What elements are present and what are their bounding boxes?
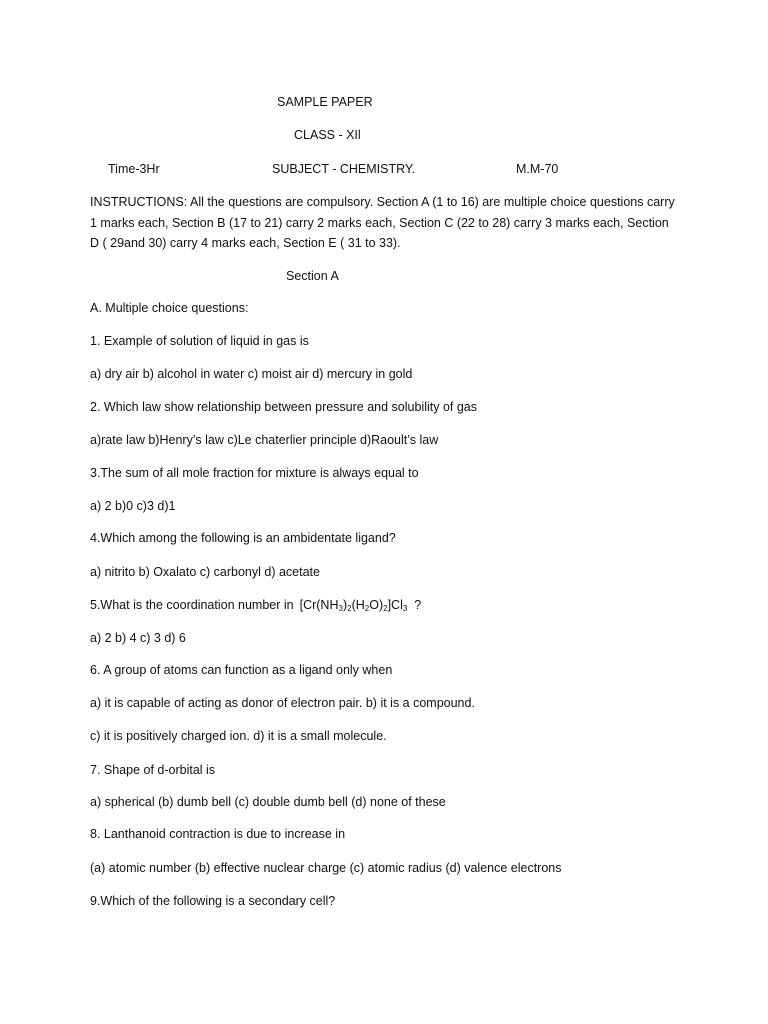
class-label: CLASS - XIl (294, 128, 361, 142)
question-9: 9.Which of the following is a secondary cell? (90, 894, 336, 908)
coordination-formula: $[Cr(NH_3)_2(H_2O)_2]Cl_3$ ? (299, 598, 422, 613)
question-1-options: a) dry air b) alcohol in water c) moist air d) mercury in gold (90, 367, 413, 381)
question-6: 6. A group of atoms can function as a ligand only when (90, 663, 393, 677)
question-7: 7. Shape of d-orbital is (90, 763, 216, 777)
paper-title: SAMPLE PAPER (277, 95, 373, 109)
part-heading: A. Multiple choice questions: (90, 301, 249, 315)
subject-label: SUBJECT - CHEMISTRY. (272, 162, 416, 176)
question-8-options: (a) atomic number (b) effective nuclear charge (c) atomic radius (d) valence electrons (90, 861, 562, 875)
section-heading: Section A (286, 269, 339, 283)
question-3-options: a) 2 b)0 c)3 d)1 (90, 499, 176, 513)
question-1: 1. Example of solution of liquid in gas is (90, 334, 309, 348)
question-5 (90, 598, 421, 613)
question-7-options: a) spherical (b) dumb bell (c) double dumb bell (d) none of these (90, 795, 446, 809)
max-marks-label: M.M-70 (516, 162, 559, 176)
question-6-options-c-d: c) it is positively charged ion. d) it is a small molecule. (90, 729, 387, 743)
question-5-text: 5.What is the coordination number in (90, 598, 294, 612)
question-5-options: a) 2 b) 4 c) 3 d) 6 (90, 631, 186, 645)
time-label: Time-3Hr (108, 162, 160, 176)
question-2: 2. Which law show relationship between pressure and solubility of gas (90, 400, 478, 414)
question-4: 4.Which among the following is an ambidentate ligand? (90, 531, 396, 545)
question-6-options-a-b: a) it is capable of acting as donor of electron pair. b) it is a compound. (90, 696, 475, 710)
question-3: 3.The sum of all mole fraction for mixture is always equal to (90, 466, 419, 480)
instructions: INSTRUCTIONS: All the questions are compulsory. Section A (1 to 16) are multiple choice questions carry 1 marks each, Section B (17 to 21) carry 2 marks each, Section C (22 to 28) carry 3 marks each, Section D ( 29and 30) carry 4 marks each, Section E ( 31 to 33). (90, 195, 675, 250)
question-4-options: a) nitrito b) Oxalato c) carbonyl d) acetate (90, 565, 320, 579)
question-8: 8. Lanthanoid contraction is due to increase in (90, 827, 346, 841)
question-2-options: a)rate law b)Henry’s law c)Le chaterlier principle d)Raoult’s law (90, 433, 439, 447)
